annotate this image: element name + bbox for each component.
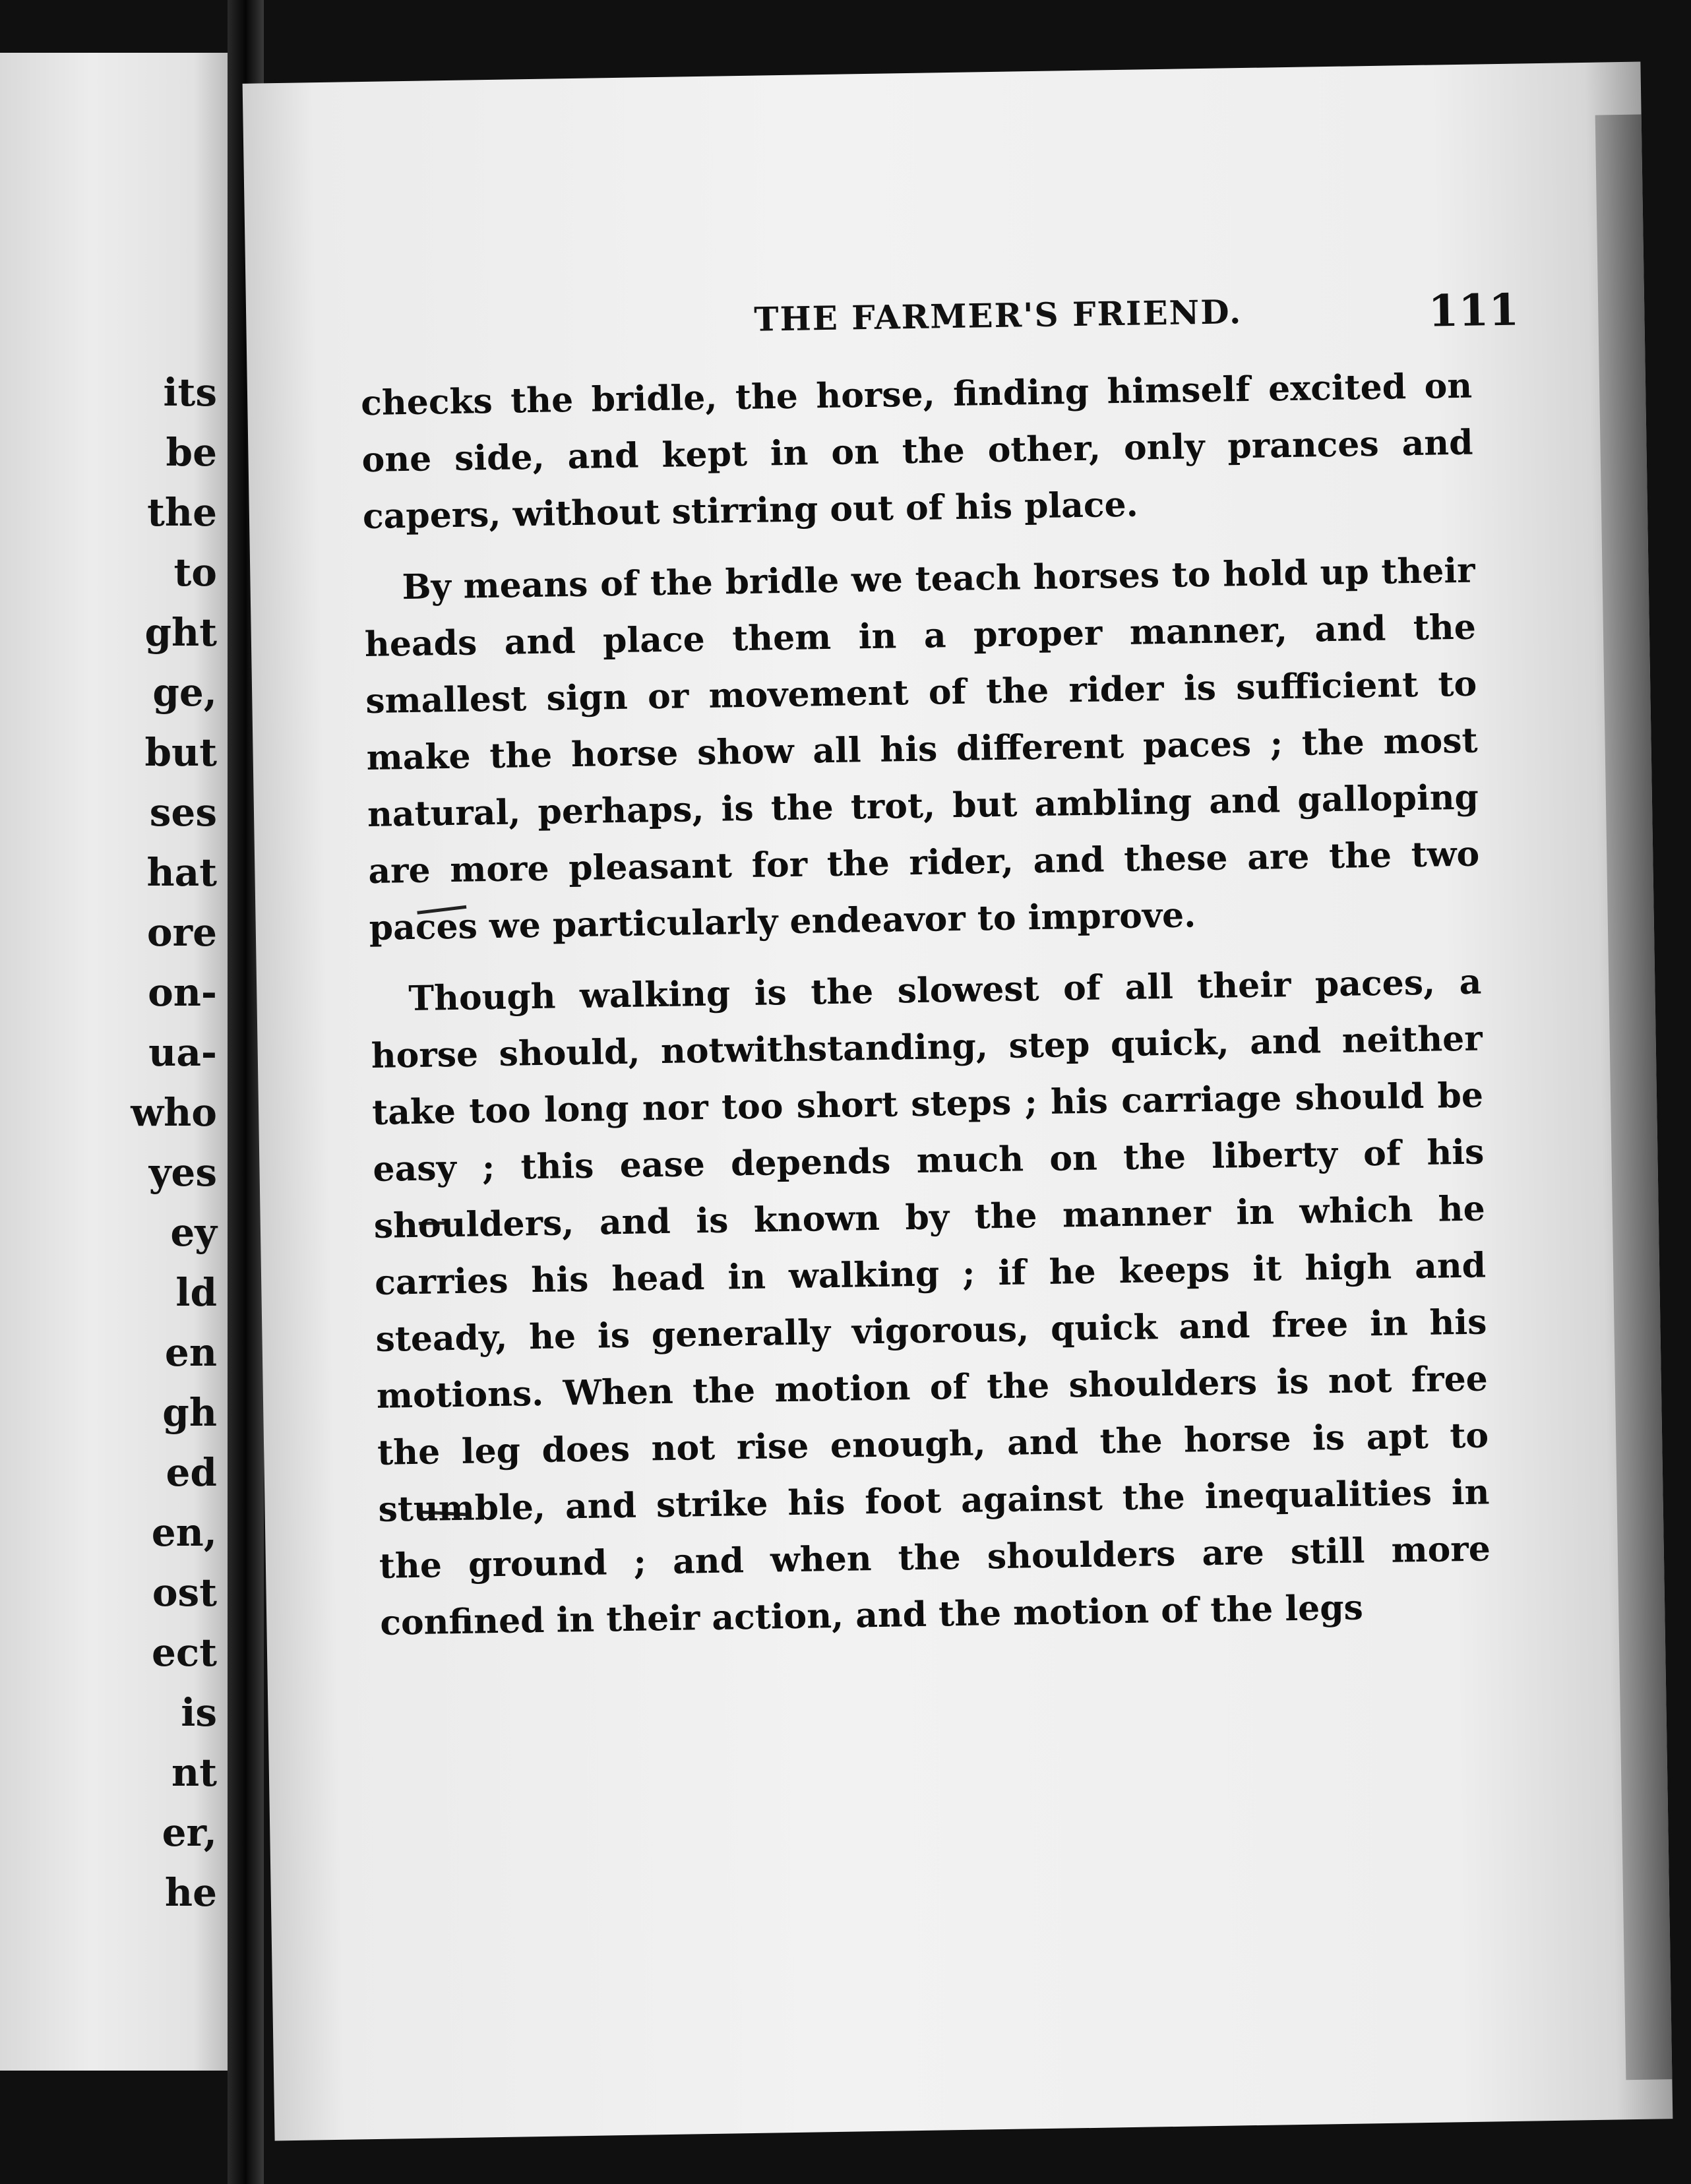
running-title: THE FARMER'S FRIEND. <box>753 292 1243 339</box>
facing-line: its <box>163 370 217 415</box>
facing-line: on- <box>148 970 217 1015</box>
facing-line: ld <box>175 1270 217 1315</box>
facing-line: ect <box>151 1630 217 1675</box>
page-edge <box>1595 115 1673 2080</box>
facing-line: ost <box>152 1570 217 1615</box>
facing-line: gh <box>162 1390 217 1435</box>
paragraph: Though walking is the slowest of all their paces, a horse should, notwithstanding, step quick, and neither take too long nor too short steps ; his carriage should be easy ; this ease depends much on the liberty of his shoulders, and is known by the manner in which he carries his head in walking ; if he keeps it high and steady, he is generally vigorous, quick and free in his motions. When the motion of the shoulders is not free the leg does not rise enough, and the horse is apt to stumble, and strike his foot against the inequalities in the ground ; and when the shoulders are still more confined in their action, and the motion of the legs <box>371 961 1491 1643</box>
facing-line: to <box>173 550 217 595</box>
facing-line: ore <box>146 910 217 955</box>
facing-line: the <box>147 490 217 535</box>
facing-page-text <box>131 363 217 1923</box>
facing-line: be <box>166 430 217 475</box>
page-number: 111 <box>1427 284 1520 337</box>
body-text <box>361 358 1492 1652</box>
facing-page <box>0 53 228 2071</box>
running-head <box>384 284 1520 339</box>
facing-line: ght <box>144 610 217 655</box>
facing-line: en, <box>151 1510 217 1555</box>
page <box>243 62 1673 2141</box>
facing-line: yes <box>148 1150 217 1195</box>
facing-line: ey <box>170 1210 217 1255</box>
facing-line: er, <box>162 1810 217 1855</box>
facing-line: he <box>164 1870 217 1915</box>
paragraph: checks the bridle, the horse, finding himself excited on one side, and kept in on the other, only prances and capers, without stirring out of his place. <box>360 365 1473 537</box>
facing-line: ed <box>166 1450 217 1495</box>
facing-line: but <box>144 730 217 775</box>
facing-line: ua- <box>148 1030 217 1075</box>
facing-line: hat <box>146 850 217 895</box>
facing-line: ses <box>149 790 217 835</box>
facing-line: nt <box>171 1750 217 1795</box>
facing-line: who <box>131 1090 217 1135</box>
paragraph: By means of the bridle we teach horses to hold up their heads and place them in a proper manner, and the smallest sign or movement of the rider is sufficient to make the horse show all his different paces ; the most natural, perhaps, is the trot, but ambling and galloping are more pleasant for the rider, and these are the two paces we particularly endeavor to improve. <box>364 550 1480 948</box>
facing-line: ge, <box>152 670 217 715</box>
facing-line: en <box>164 1330 217 1375</box>
facing-line: is <box>181 1690 217 1735</box>
